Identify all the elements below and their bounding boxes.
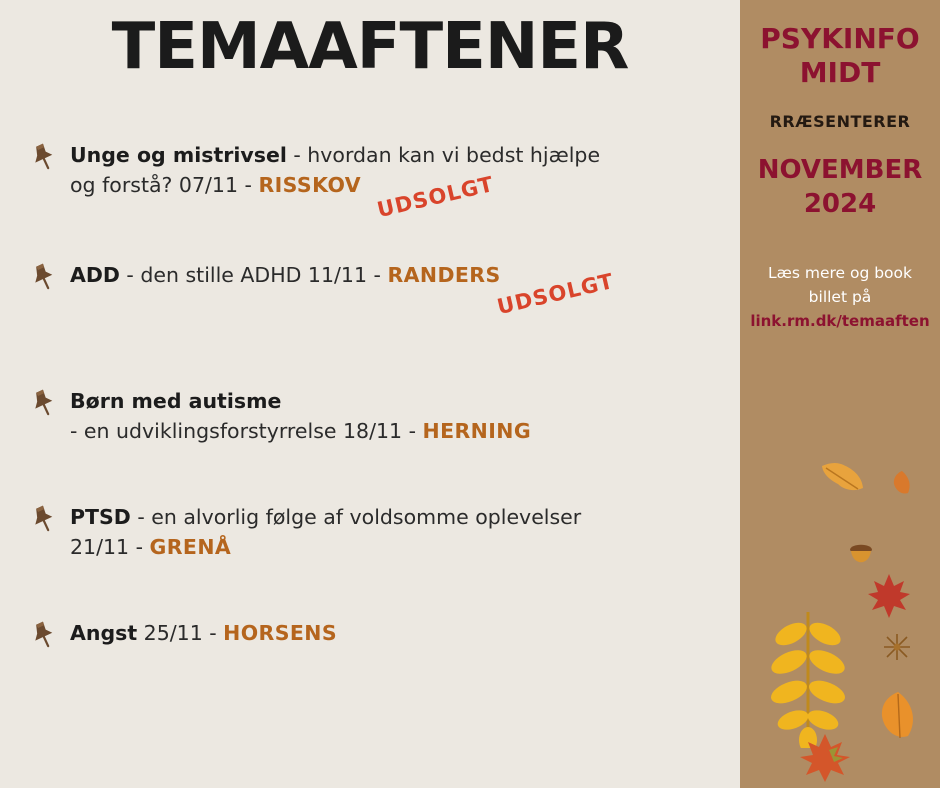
compound-leaf-icon [764,608,848,748]
leaf-icon [890,470,914,496]
list-item[interactable] [28,260,728,320]
maple-leaf-icon [798,732,852,784]
seed-icon [882,632,912,662]
pushpin-icon [28,142,58,172]
event-line-1 [70,260,728,290]
event-desc-1: 25/11 - [137,621,224,645]
booking-line-1: Læs mere og book [767,264,913,282]
event-list [28,140,728,714]
leaf-icon [816,462,866,506]
event-title: Børn med autisme [70,389,282,413]
list-item[interactable] [28,502,728,562]
event-title: Angst [70,621,138,645]
event-place: GRENÅ [149,535,232,559]
event-line-1 [70,140,728,170]
event-desc-2: 21/11 - [70,535,150,559]
event-line-1 [70,386,728,416]
brand-title [740,22,940,90]
booking-link[interactable]: link.rm.dk/temaaften [750,312,930,330]
booking-line-2: billet på [808,288,872,306]
month-label: NOVEMBER [757,155,923,185]
leaf-icon [876,690,920,742]
status-badge: UDSOLGT [374,171,497,223]
event-title: ADD [70,263,120,287]
event-line-1 [70,502,728,532]
event-title: PTSD [70,505,131,529]
event-place: HORSENS [223,621,338,645]
autumn-leaves-decoration [740,440,940,788]
event-place: HERNING [422,419,532,443]
pushpin-icon [28,262,58,292]
pushpin-icon [28,504,58,534]
event-desc-1: - en alvorlig følge af voldsomme oplevelser [130,505,582,529]
booking-info [740,261,940,333]
poster-sidebar [740,0,940,788]
pushpin-icon [28,388,58,418]
event-place: RISSKOV [258,173,361,197]
date-block [740,153,940,221]
year-label: 2024 [803,189,877,219]
list-item[interactable] [28,140,728,223]
event-desc-1: - den stille ADHD 11/11 - [119,263,388,287]
brand-line-2: MIDT [799,56,881,89]
status-badge: UDSOLGT [494,268,617,320]
event-desc-2: - en udviklingsforstyrrelse 18/11 - [70,419,423,443]
page-title: TEMAAFTENER [111,10,629,84]
list-item[interactable] [28,386,728,446]
event-place: RANDERS [387,263,501,287]
event-line-2 [70,532,728,562]
acorn-icon [844,538,878,576]
list-item[interactable] [28,618,728,672]
maple-leaf-icon [866,572,912,620]
event-desc-2: og forstå? 07/11 - [70,173,259,197]
event-line-1 [70,618,728,648]
pushpin-icon [28,620,58,650]
event-line-2 [70,416,728,446]
event-title: Unge og mistrivsel [70,143,287,167]
presents-label: RRÆSENTERER [769,112,911,131]
brand-line-1: PSYKINFO [760,22,920,55]
event-desc-1: - hvordan kan vi bedst hjælpe [286,143,601,167]
